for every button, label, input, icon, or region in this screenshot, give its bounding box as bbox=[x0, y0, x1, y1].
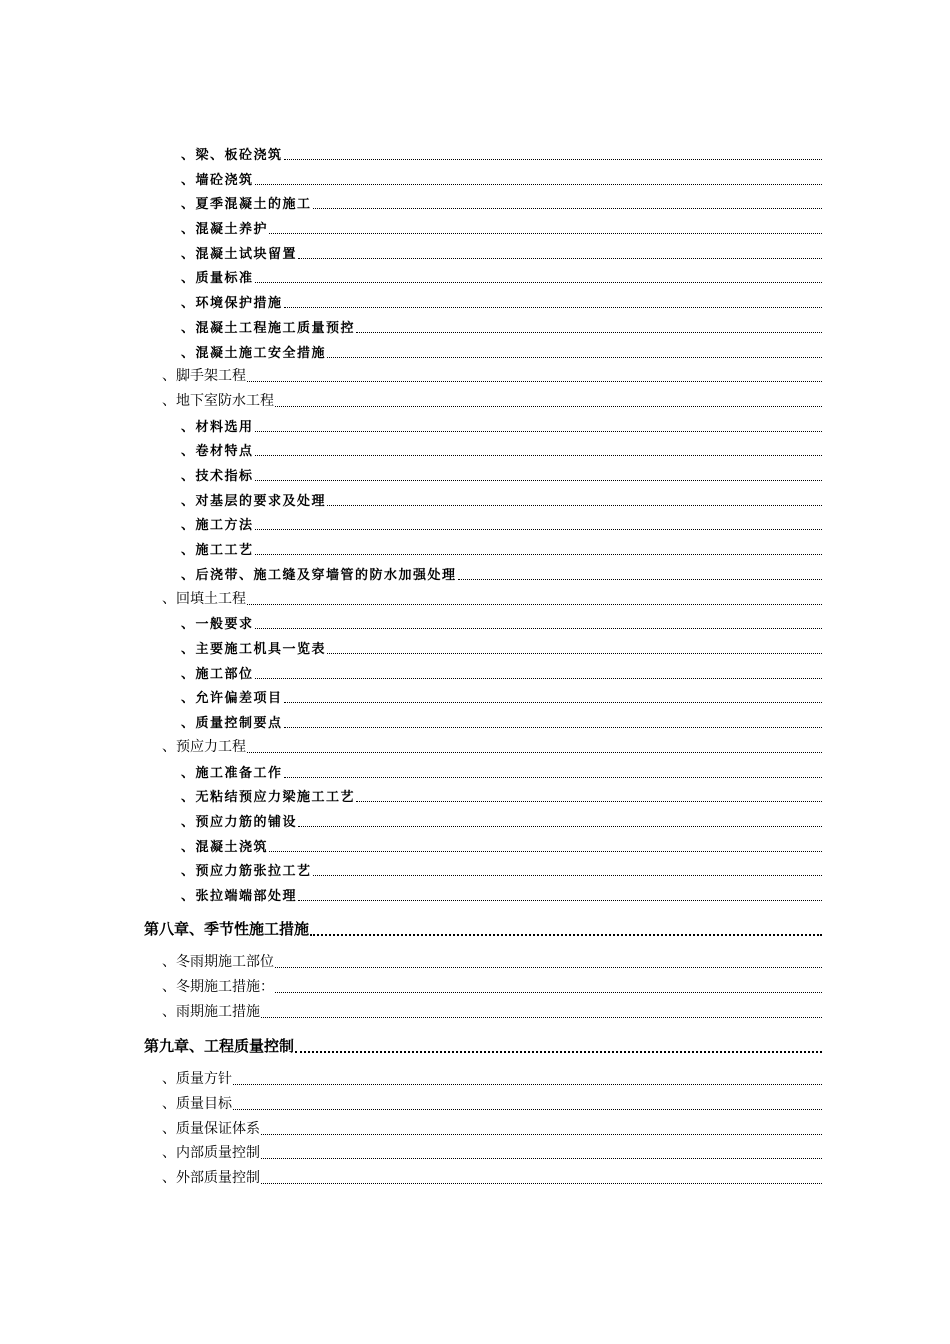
toc-entry bbox=[181, 761, 822, 781]
toc-entry-label: 、混凝土养护 bbox=[181, 222, 269, 237]
toc-entry bbox=[181, 316, 822, 336]
dot-leader bbox=[255, 480, 822, 481]
toc-entry bbox=[181, 415, 822, 435]
toc-entry bbox=[181, 612, 822, 632]
toc-entry bbox=[162, 1093, 822, 1113]
toc-entry-label: 、施工工艺 bbox=[181, 543, 254, 558]
toc-entry-label: 、主要施工机具一览表 bbox=[181, 642, 327, 657]
toc-entry-label: 、混凝土工程施工质量预控 bbox=[181, 321, 356, 336]
toc-entry bbox=[162, 1068, 822, 1088]
toc-entry bbox=[181, 686, 822, 706]
dot-leader bbox=[327, 505, 822, 506]
dot-leader bbox=[284, 702, 822, 703]
toc-entry-label: 、预应力筋的铺设 bbox=[181, 815, 298, 830]
toc-entry bbox=[162, 365, 822, 385]
toc-entry-label: 、外部质量控制 bbox=[162, 1170, 260, 1186]
dot-leader bbox=[284, 159, 822, 160]
toc-entry-label: 、预应力筋张拉工艺 bbox=[181, 864, 312, 879]
dot-leader bbox=[247, 752, 822, 753]
dot-leader bbox=[356, 801, 822, 802]
dot-leader bbox=[284, 777, 822, 778]
toc-entry bbox=[181, 341, 822, 361]
toc-entry-label: 、质量控制要点 bbox=[181, 716, 283, 731]
dot-leader bbox=[255, 678, 822, 679]
dot-leader bbox=[255, 529, 822, 530]
toc-entry-label: 、质量方针 bbox=[162, 1071, 232, 1087]
toc-entry-label: 、环境保护措施 bbox=[181, 296, 283, 311]
toc-entry-label: 、夏季混凝土的施工 bbox=[181, 197, 312, 212]
toc-entry bbox=[181, 810, 822, 830]
dot-leader bbox=[255, 455, 822, 456]
toc-entry-label: 第八章、季节性施工措施 bbox=[144, 920, 310, 938]
dot-leader bbox=[233, 1109, 822, 1110]
dot-leader bbox=[261, 1017, 822, 1018]
toc-entry-label: 、冬期施工措施： bbox=[162, 979, 274, 995]
toc-entry bbox=[181, 192, 822, 212]
dot-leader bbox=[327, 357, 822, 358]
dot-leader bbox=[261, 1158, 822, 1159]
dot-leader bbox=[356, 332, 822, 333]
toc-entry-label: 、技术指标 bbox=[181, 469, 254, 484]
dot-leader bbox=[247, 604, 822, 605]
dot-leader bbox=[247, 381, 822, 382]
toc-entry bbox=[181, 835, 822, 855]
toc-entry bbox=[162, 736, 822, 756]
dot-leader bbox=[327, 653, 822, 654]
dot-leader bbox=[255, 282, 822, 283]
dot-leader bbox=[255, 184, 822, 185]
toc-entry bbox=[181, 143, 822, 163]
toc-entry-label: 、混凝土试块留置 bbox=[181, 247, 298, 262]
dot-leader bbox=[298, 826, 822, 827]
dot-leader bbox=[310, 934, 822, 936]
toc-entry-label: 、允许偏差项目 bbox=[181, 691, 283, 706]
toc-entry bbox=[162, 390, 822, 410]
toc-entry-label: 、冬雨期施工部位 bbox=[162, 954, 274, 970]
toc-entry-label: 、对基层的要求及处理 bbox=[181, 494, 327, 509]
toc-entry-label: 、质量保证体系 bbox=[162, 1121, 260, 1137]
toc-entry bbox=[162, 976, 822, 996]
toc-entry-label: 、施工方法 bbox=[181, 518, 254, 533]
toc-entry bbox=[181, 439, 822, 459]
toc-entry-label: 、无粘结预应力梁施工工艺 bbox=[181, 790, 356, 805]
toc-entry bbox=[181, 489, 822, 509]
toc-entry-label: 、卷材特点 bbox=[181, 444, 254, 459]
dot-leader bbox=[269, 851, 822, 852]
toc-entry-label: 、后浇带、施工缝及穿墙管的防水加强处理 bbox=[181, 568, 457, 583]
toc-entry bbox=[162, 1167, 822, 1187]
toc-entry-label: 、混凝土施工安全措施 bbox=[181, 346, 327, 361]
dot-leader bbox=[255, 554, 822, 555]
toc-entry bbox=[162, 1001, 822, 1021]
toc-entry bbox=[181, 217, 822, 237]
toc-entry-label: 、张拉端端部处理 bbox=[181, 889, 298, 904]
toc-entry-label: 、施工准备工作 bbox=[181, 766, 283, 781]
dot-leader bbox=[275, 967, 822, 968]
toc-entry bbox=[181, 785, 822, 805]
toc-entry-label: 、预应力工程 bbox=[162, 739, 246, 755]
toc-entry bbox=[181, 884, 822, 904]
dot-leader bbox=[275, 992, 822, 993]
dot-leader bbox=[275, 406, 822, 407]
dot-leader bbox=[295, 1051, 822, 1053]
toc-entry bbox=[181, 266, 822, 286]
toc-entry bbox=[181, 464, 822, 484]
toc-entry bbox=[181, 859, 822, 879]
dot-leader bbox=[313, 875, 822, 876]
toc-entry bbox=[181, 538, 822, 558]
dot-leader bbox=[261, 1183, 822, 1184]
toc-entry-label: 、雨期施工措施 bbox=[162, 1004, 260, 1020]
dot-leader bbox=[233, 1084, 822, 1085]
toc-entry-label: 、脚手架工程 bbox=[162, 368, 246, 384]
toc-entry-label: 、地下室防水工程 bbox=[162, 393, 274, 409]
toc-entry bbox=[181, 637, 822, 657]
toc-entry-label: 、梁、板砼浇筑 bbox=[181, 148, 283, 163]
dot-leader bbox=[255, 431, 822, 432]
toc-entry-label: 、质量目标 bbox=[162, 1096, 232, 1112]
dot-leader bbox=[313, 208, 822, 209]
toc-entry-label: 、材料选用 bbox=[181, 420, 254, 435]
toc-chapter-heading bbox=[144, 917, 822, 939]
toc-entry bbox=[181, 563, 822, 583]
toc-chapter-heading bbox=[144, 1034, 822, 1056]
toc-entry-label: 、混凝土浇筑 bbox=[181, 840, 269, 855]
toc-entry-label: 、墙砼浇筑 bbox=[181, 173, 254, 188]
dot-leader bbox=[269, 233, 822, 234]
toc-entry bbox=[162, 1142, 822, 1162]
toc-entry bbox=[181, 662, 822, 682]
toc-entry bbox=[162, 1118, 822, 1138]
dot-leader bbox=[261, 1134, 822, 1135]
toc-entry bbox=[181, 168, 822, 188]
toc-entry bbox=[162, 951, 822, 971]
dot-leader bbox=[298, 900, 822, 901]
dot-leader bbox=[284, 727, 822, 728]
toc-entry-label: 、一般要求 bbox=[181, 617, 254, 632]
dot-leader bbox=[298, 258, 822, 259]
toc-entry bbox=[181, 711, 822, 731]
toc-entry-label: 第九章、工程质量控制 bbox=[144, 1037, 295, 1055]
toc-entry-label: 、回填土工程 bbox=[162, 591, 246, 607]
dot-leader bbox=[284, 307, 822, 308]
dot-leader bbox=[458, 579, 822, 580]
toc-entry-label: 、内部质量控制 bbox=[162, 1145, 260, 1161]
toc-entry bbox=[181, 513, 822, 533]
dot-leader bbox=[255, 628, 822, 629]
toc-entry-label: 、施工部位 bbox=[181, 667, 254, 682]
toc-entry bbox=[162, 588, 822, 608]
toc-entry bbox=[181, 291, 822, 311]
toc-entry bbox=[181, 242, 822, 262]
toc-entry-label: 、质量标准 bbox=[181, 271, 254, 286]
